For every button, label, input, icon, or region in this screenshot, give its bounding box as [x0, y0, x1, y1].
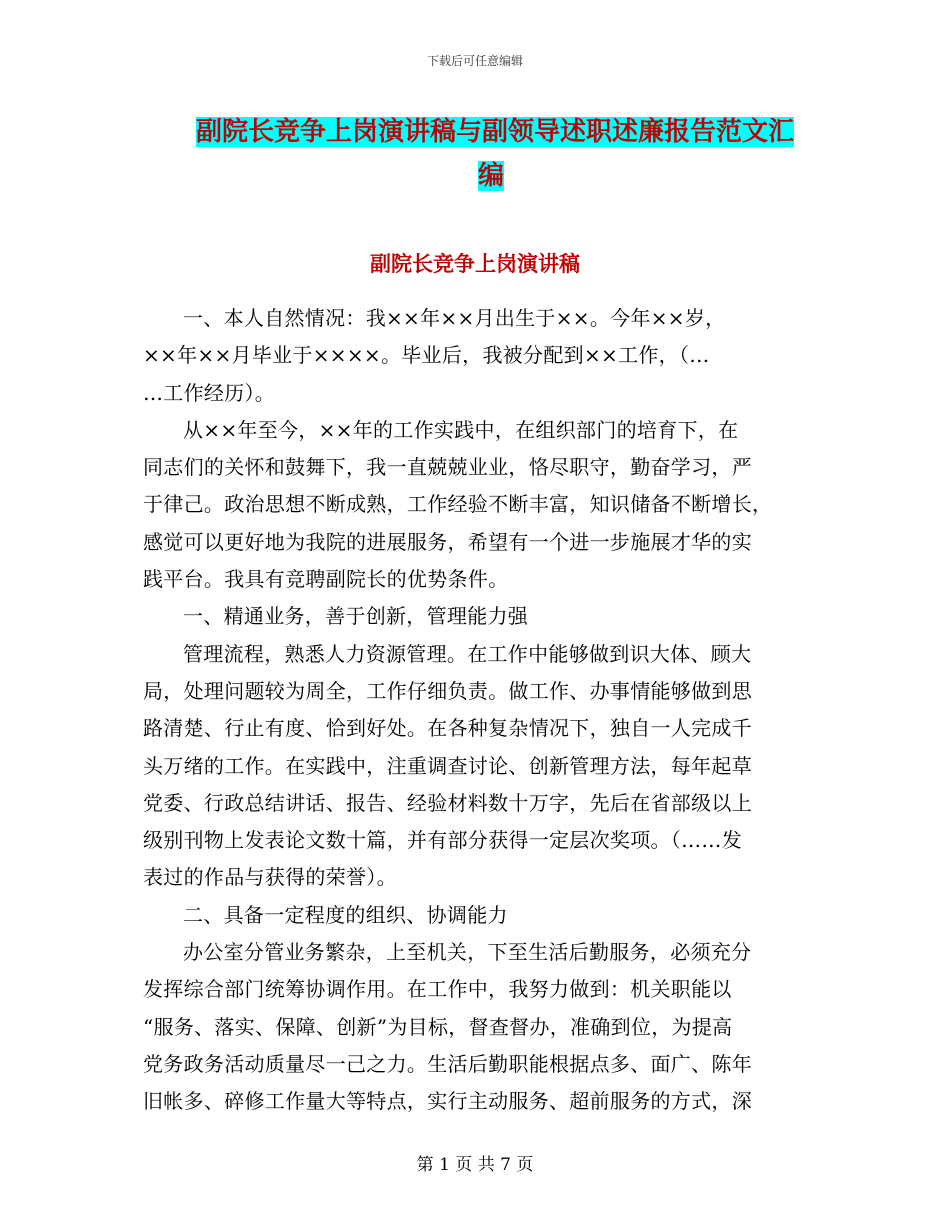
- title-highlight: 编: [477, 161, 504, 191]
- document-body: [143, 264, 793, 1121]
- paragraph: 从××年至今，××年的工作实践中，在组织部门的培育下，在 同志们的关怀和鼓舞下，我一直兢兢业业，恪尽职守，勤奋学习，严 于律己。政治思想不断成熟，工作经验不断丰富，知识储备不断增长， 感觉可以更好地为我院的进展服务，希望有一个进一步施展才华的实 践平台。我具有竞聘副院长的优势条件。: [143, 417, 773, 592]
- paragraph: 办公室分管业务繁杂，上至机关，下至生活后勤服务，必须充分 发挥综合部门统筹协调作用。在工作中，我努力做到：机关职能以 “服务、落实、保障、创新”为目标，督查督办，准确到位，为提高 党务政务活动质量尽一己之力。生活后勤职能根据点多、面广、陈年 旧帐多、碎修工作量大等特点，实行主动服务、超前服务的方式，深: [143, 940, 752, 1114]
- document-title-line-1: [196, 110, 806, 154]
- paragraph-heading: 二、具备一定程度的组织、协调能力: [183, 902, 508, 927]
- paragraph: 管理流程，熟悉人力资源管理。在工作中能够做到识大体、顾大 局，处理问题较为周全，工作仔细负责。做工作、办事情能够做到思 路清楚、行止有度、恰到好处。在各种复杂情况下，独自一人完成千 头万绪的工作。在实践中，注重调查讨论、创新管理方法，每年起草 党委、行政总结讲话、报告、经验材料数十万字，先后在省部级以上 级别刊物上发表论文数十篇，并有部分获得一定层次奖项。（……发 表过的作品与获得的荣誉）。: [143, 641, 752, 890]
- title-highlight: 副院长竞争上岗演讲稿与副领导述职述廉报告范文汇: [196, 117, 795, 147]
- paragraph: 一、本人自然情况：我××年××月出生于××。今年××岁， ××年××月毕业于××××。毕业后，我被分配到××工作，（… …工作经历）。: [143, 306, 726, 405]
- section-title: 副院长竞争上岗演讲稿: [370, 251, 580, 276]
- paragraph-heading: 一、精通业务，善于创新，管理能力强: [183, 604, 529, 629]
- document-title-line-2: [196, 154, 806, 198]
- page-header-note: 下载后可任意编辑: [426, 54, 523, 68]
- document-title: [196, 110, 806, 198]
- page-number-footer: 第 1 页 共 7 页: [416, 1155, 534, 1175]
